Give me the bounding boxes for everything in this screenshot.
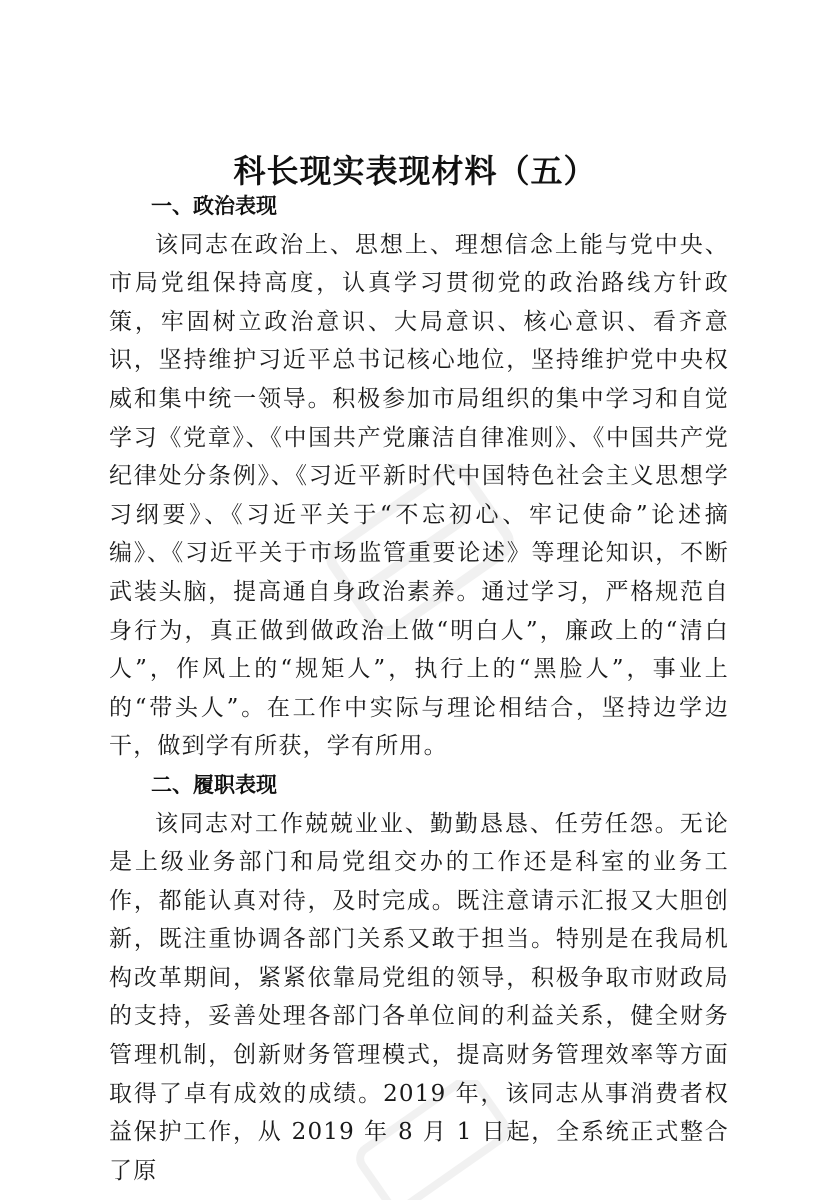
document-title: 科长现实表现材料（五）: [233, 152, 597, 191]
section-paragraph-political: 该同志在政治上、思想上、理想信念上能与党中央、市局党组保持高度，认真学习贯彻党的政治路线方针政策，牢固树立政治意识、大局意识、核心意识、看齐意识，坚持维护习近平总书记核心地位，坚持维护党中央权威和集中统一领导。积极参加市局组织的集中学习和自觉学习《党章》、《中国共产党廉洁自律准则》、《中国共产党纪律处分条例》、《习近平新时代中国特色社会主义思想学习纲要》、《习近平关于“不忘初心、牢记使命”论述摘编》、《习近平关于市场监管重要论述》等理论知识，不断武装头脑，提高通自身政治素养。通过学习，严格规范自身行为，真正做到做政治上做“明白人”，廉政上的“清白人”，作风上的“规矩人”，执行上的“黑脸人”，事业上的“带头人”。在工作中实际与理论相结合，坚持边学边干，做到学有所获，学有所用。: [109, 231, 729, 760]
section-paragraph-duty: 该同志对工作兢兢业业、勤勤恳恳、任劳任怨。无论是上级业务部门和局党组交办的工作还是科室的业务工作，都能认真对待，及时完成。既注意请示汇报又大胆创新，既注重协调各部门关系又敢于担当。特别是在我局机构改革期间，紧紧依靠局党组的领导，积极争取市财政局的支持，妥善处理各部门各单位间的利益关系，健全财务管理机制，创新财务管理模式，提高财务管理效率等方面取得了卓有成效的成绩。2019 年，该同志从事消费者权益保护工作，从 2019 年 8 月 1 日起，全系统正式整合了原: [109, 810, 729, 1184]
document-body: [109, 187, 729, 1190]
section-heading-political: 一、政治表现: [151, 194, 277, 218]
section-heading-duty: 二、履职表现: [151, 772, 277, 797]
